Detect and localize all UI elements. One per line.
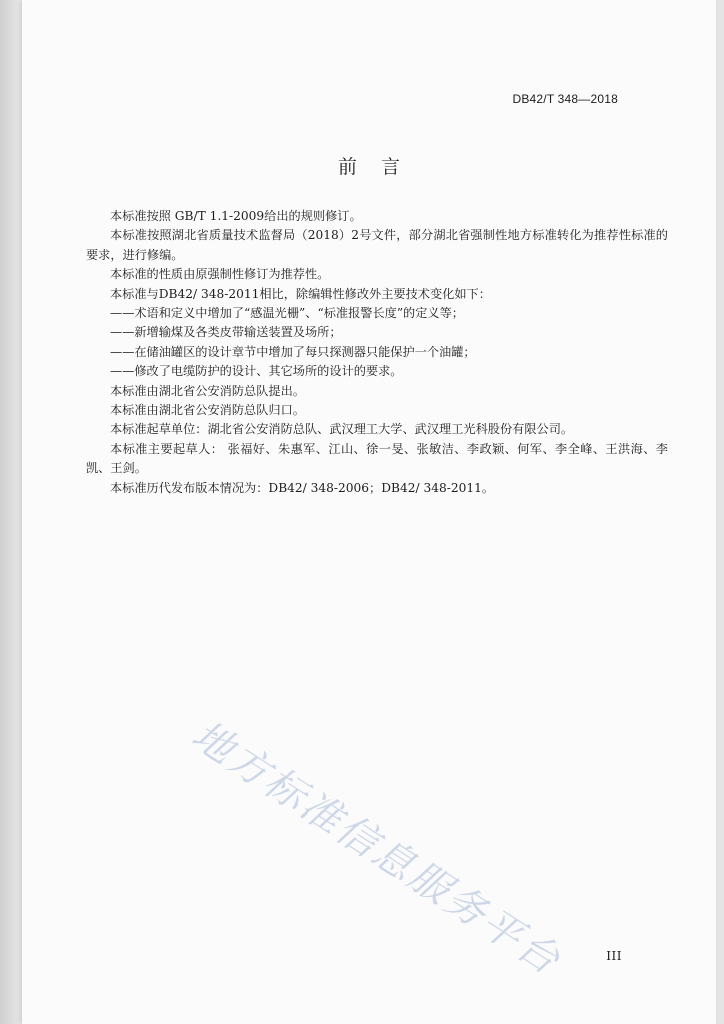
document-page xyxy=(22,0,716,1024)
paragraph-1: 本标准按照 GB/T 1.1-2009给出的规则修订。 xyxy=(110,209,362,223)
change-item-2: ——新增输煤及各类皮带输送装置及场所； xyxy=(110,325,342,340)
standard-code-header: DB42/T 348—2018 xyxy=(512,92,618,106)
paragraph-drafting-units: 本标准起草单位：湖北省公安消防总队、武汉理工大学、武汉理工光科股份有限公司。 xyxy=(110,422,574,437)
change-item-1: ——术语和定义中增加了“感温光栅”、“标准报警长度”的定义等； xyxy=(110,306,464,321)
paragraph-2: 本标准按照湖北省质量技术监督局（2018）2号文件，部分湖北省强制性地方标准转化为推荐性标准的要求，进行修编。 xyxy=(86,228,668,262)
paragraph-4: 本标准与DB42/ 348-2011相比，除编辑性修改外主要技术变化如下： xyxy=(110,286,491,301)
watermark-text: 地方标准信息服务平台 xyxy=(183,712,570,985)
section-title: 前言 xyxy=(337,156,424,178)
change-item-4: ——修改了电缆防护的设计、其它场所的设计的要求。 xyxy=(110,364,403,379)
paragraph-history: 本标准历代发布版本情况为：DB42/ 348-2006；DB42/ 348-2011。 xyxy=(110,480,495,495)
page-spine-shadow xyxy=(0,0,22,1024)
foreword-body xyxy=(86,207,668,498)
change-item-3: ——在储油罐区的设计章节中增加了每只探测器只能保护一个油罐； xyxy=(110,344,476,359)
page-number: III xyxy=(606,949,622,963)
paragraph-proposer: 本标准由湖北省公安消防总队提出。 xyxy=(110,383,305,398)
paragraph-3: 本标准的性质由原强制性修订为推荐性。 xyxy=(110,267,330,282)
paragraph-drafters: 本标准主要起草人： 张福好、朱惠军、江山、徐一旻、张敏洁、李政颖、何军、李全峰、王洪海、李凯、王剑。 xyxy=(86,441,668,476)
paragraph-administrator: 本标准由湖北省公安消防总队归口。 xyxy=(110,403,305,418)
